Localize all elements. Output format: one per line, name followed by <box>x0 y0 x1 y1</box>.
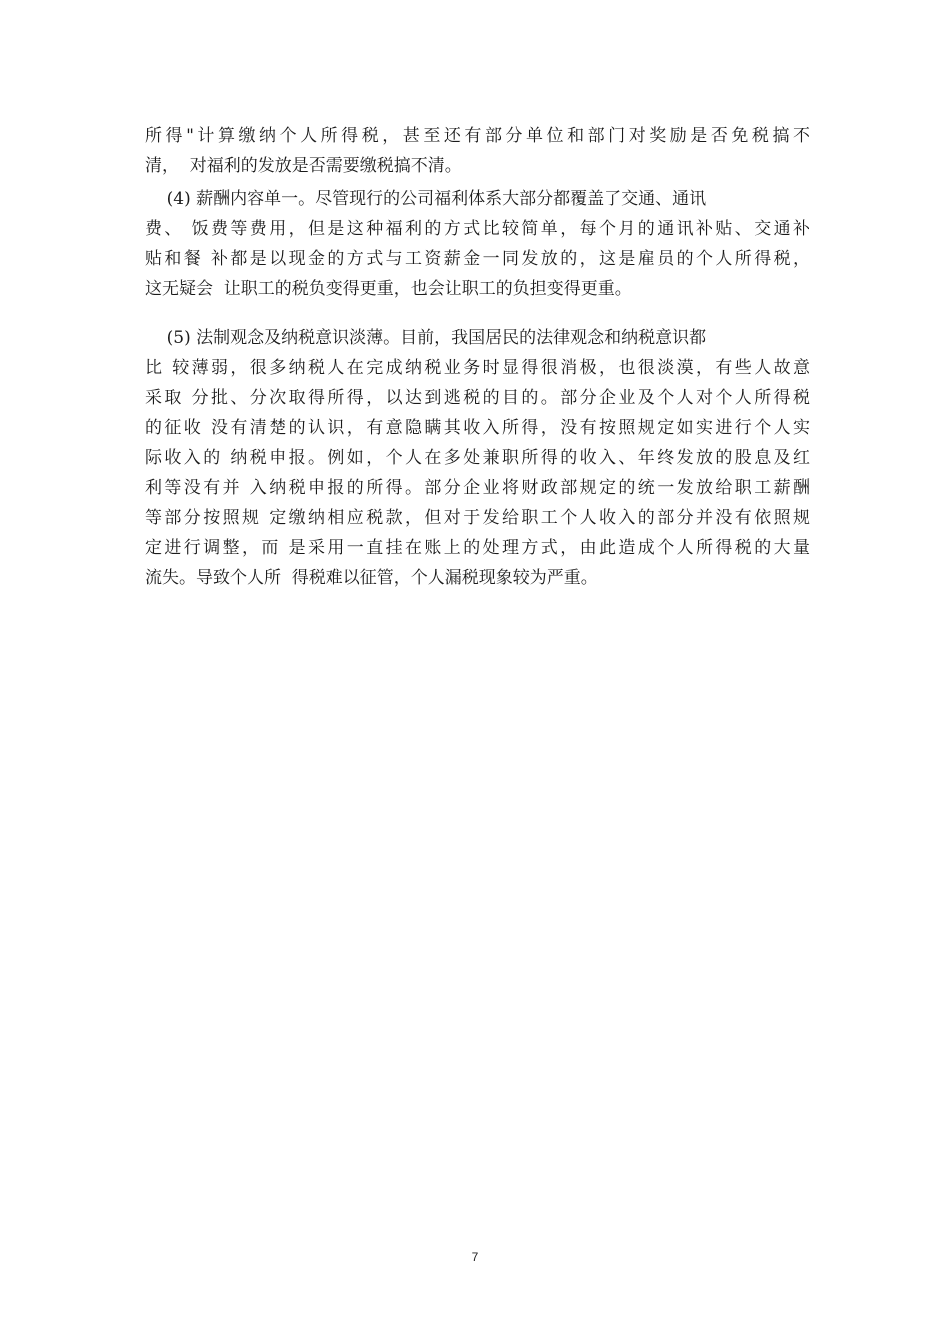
page-number: 7 <box>471 1250 479 1264</box>
text-line: 贴和餐 补都是以现金的方式与工资薪金一同发放的，这是雇员的个人所得税， <box>145 249 810 269</box>
text-line: 采取 分批、分次取得所得，以达到逃税的目的。部分企业及个人对个人所得税 <box>145 388 810 408</box>
text-line: 比 较薄弱，很多纳税人在完成纳税业务时显得很消极，也很淡漠，有些人故意 <box>145 358 810 378</box>
paragraph-item-4 <box>145 184 810 304</box>
text-line: 定进行调整，而 是采用一直挂在账上的处理方式，由此造成个人所得税的大量 <box>145 538 810 558</box>
text-line: 费、 饭费等费用，但是这种福利的方式比较简单，每个月的通讯补贴、交通补 <box>145 219 810 239</box>
text-line: 流失。导致个人所 得税难以征管，个人漏税现象较为严重。 <box>145 568 598 588</box>
text-line: 所得"计算缴纳个人所得税，甚至还有部分单位和部门对奖励是否免税搞不 <box>145 126 810 146</box>
text-line: 清， 对福利的发放是否需要缴税搞不清。 <box>145 156 462 176</box>
text-line: 这无疑会 让职工的税负变得更重，也会让职工的负担变得更重。 <box>145 279 632 299</box>
text-line: 等部分按照规 定缴纳相应税款，但对于发给职工个人收入的部分并没有依照规 <box>145 508 810 528</box>
paragraph-item-5 <box>145 323 810 593</box>
text-line: 际收入的 纳税申报。例如，个人在多处兼职所得的收入、年终发放的股息及红 <box>145 448 810 468</box>
text-line: (4) 薪酬内容单一。尽管现行的公司福利体系大部分都覆盖了交通、通讯 <box>145 189 707 209</box>
text-line: (5) 法制观念及纳税意识淡薄。目前，我国居民的法律观念和纳税意识都 <box>145 328 707 348</box>
text-line: 利等没有并 入纳税申报的所得。部分企业将财政部规定的统一发放给职工薪酬 <box>145 478 810 498</box>
text-line: 的征收 没有清楚的认识，有意隐瞒其收入所得，没有按照规定如实进行个人实 <box>145 418 810 438</box>
paragraph-continuation <box>145 121 810 181</box>
